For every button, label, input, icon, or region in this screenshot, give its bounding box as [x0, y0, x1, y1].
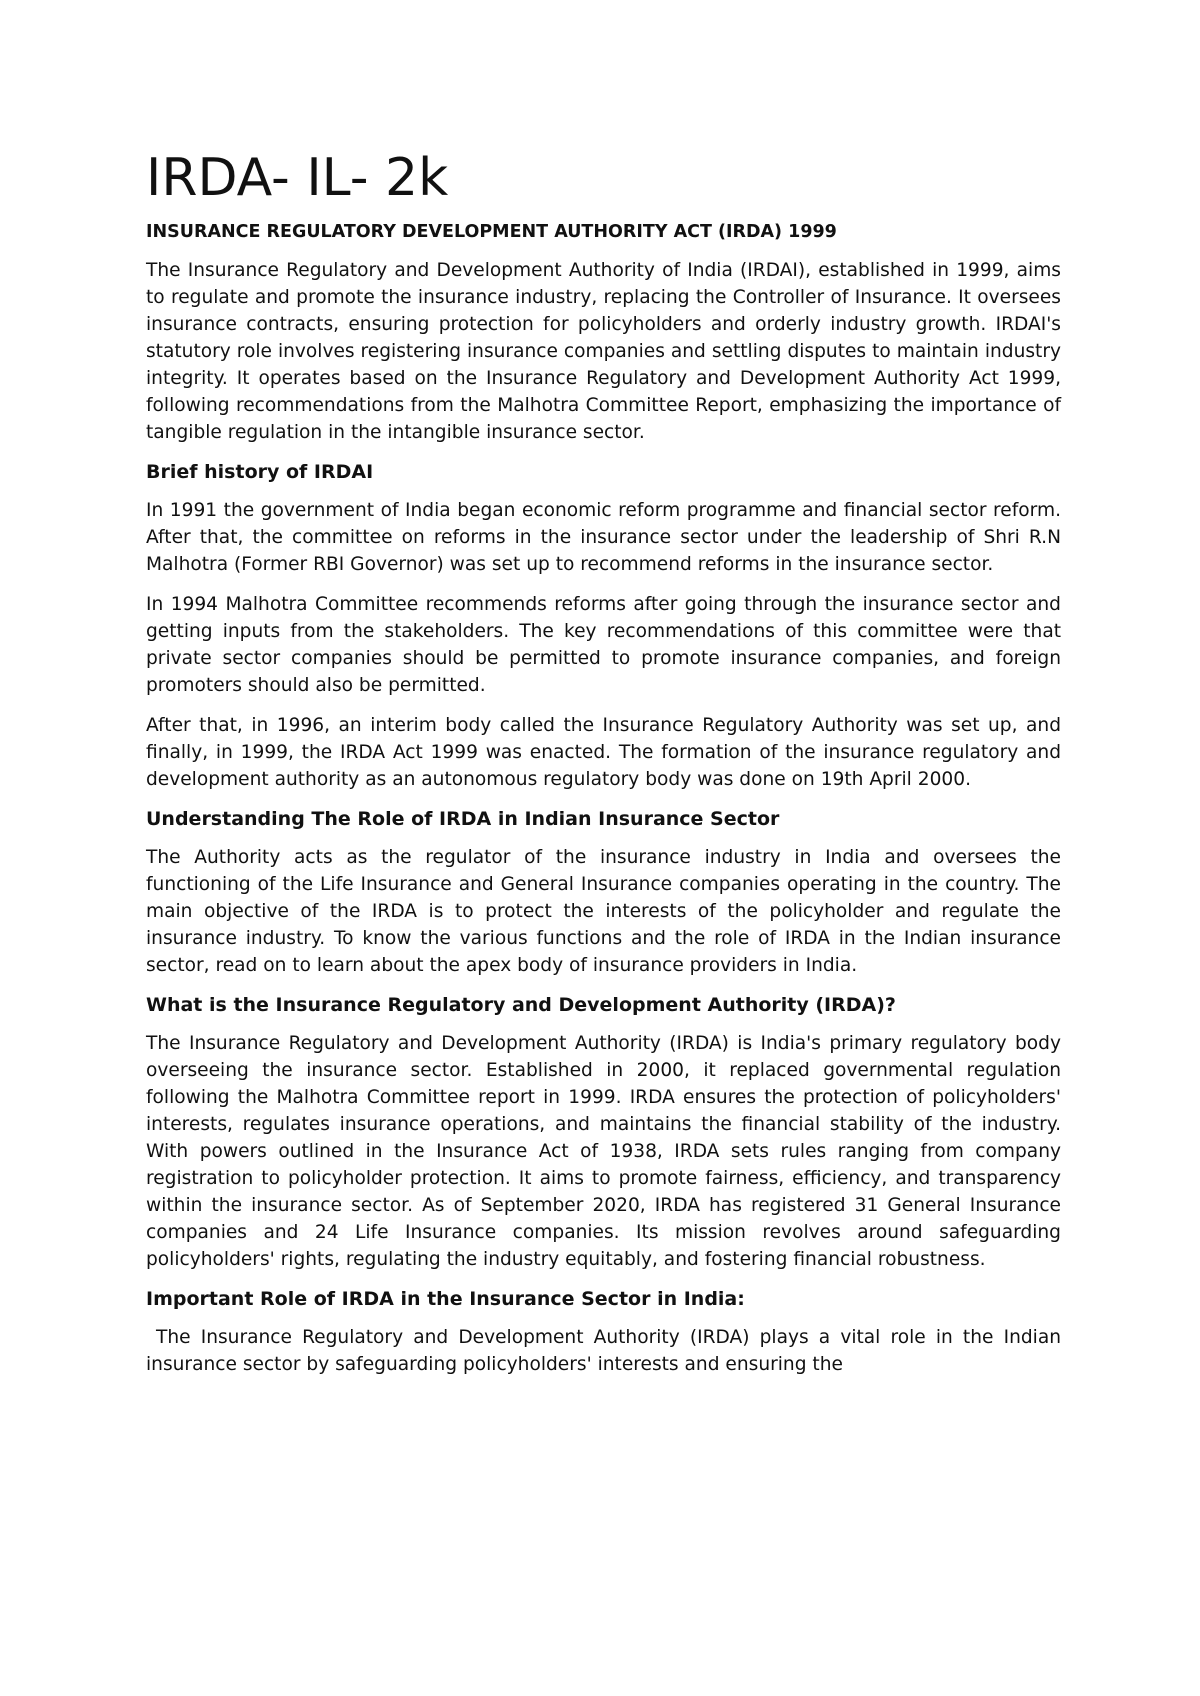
section-what-is-irda — [146, 992, 1061, 1273]
section-brief-history — [146, 459, 1061, 793]
paragraph: The Authority acts as the regulator of the insurance industry in India and oversees the functioning of the Life Insurance and General Insurance companies operating in the country. The main objective of the IRDA is to protect the interests of the policyholder and regulate the insurance industry. To know the various functions and the role of IRDA in the Indian insurance sector, read on to learn about the apex body of insurance providers in India. — [146, 847, 1061, 976]
paragraph: After that, in 1996, an interim body called the Insurance Regulatory Authority was set up, and finally, in 1999, the IRDA Act 1999 was enacted. The formation of the insurance regulatory and development authority as an autonomous regulatory body was done on 19th April 2000. — [146, 715, 1061, 790]
section-important-role — [146, 1286, 1061, 1378]
document-subtitle: INSURANCE REGULATORY DEVELOPMENT AUTHORITY ACT (IRDA) 1999 — [146, 222, 837, 242]
intro-paragraph: The Insurance Regulatory and Development Authority of India (IRDAI), established in 1999, aims to regulate and promote the insurance industry, replacing the Controller of Insurance. It oversees insurance contracts, ensuring protection for policyholders and orderly industry growth. IRDAI's statutory role involves registering insurance companies and settling disputes to maintain industry integrity. It operates based on the Insurance Regulatory and Development Authority Act 1999, following recommendations from the Malhotra Committee Report, emphasizing the importance of tangible regulation in the intangible insurance sector. — [146, 260, 1061, 443]
section-heading: Brief history of IRDAI — [146, 461, 374, 483]
paragraph: The Insurance Regulatory and Development Authority (IRDA) is India's primary regulatory body overseeing the insurance sector. Established in 2000, it replaced governmental regulation following the Malhotra Committee report in 1999. IRDA ensures the protection of policyholders' interests, regulates insurance operations, and maintains the financial stability of the industry. With powers outlined in the Insurance Act of 1938, IRDA sets rules ranging from company registration to policyholder protection. It aims to promote fairness, efficiency, and transparency within the insurance sector. As of September 2020, IRDA has registered 31 General Insurance companies and 24 Life Insurance companies. Its mission revolves around safeguarding policyholders' rights, regulating the industry equitably, and fostering financial robustness. — [146, 1033, 1061, 1270]
section-heading: What is the Insurance Regulatory and Development Authority (IRDA)? — [146, 994, 896, 1016]
paragraph: The Insurance Regulatory and Development Authority (IRDA) plays a vital role in the Indian insurance sector by safeguarding policyholders' interests and ensuring the — [146, 1327, 1061, 1375]
section-understanding-role — [146, 806, 1061, 979]
document-title: IRDA- IL- 2k — [146, 148, 449, 208]
document-page — [146, 148, 1061, 1391]
section-heading: Important Role of IRDA in the Insurance Sector in India: — [146, 1288, 745, 1310]
paragraph: In 1991 the government of India began economic reform programme and financial sector reform. After that, the committee on reforms in the insurance sector under the leadership of Shri R.N Malhotra (Former RBI Governor) was set up to recommend reforms in the insurance sector. — [146, 500, 1061, 575]
paragraph: In 1994 Malhotra Committee recommends reforms after going through the insurance sector and getting inputs from the stakeholders. The key recommendations of this committee were that private sector companies should be permitted to promote insurance companies, and foreign promoters should also be permitted. — [146, 594, 1061, 696]
section-heading: Understanding The Role of IRDA in Indian Insurance Sector — [146, 808, 780, 830]
